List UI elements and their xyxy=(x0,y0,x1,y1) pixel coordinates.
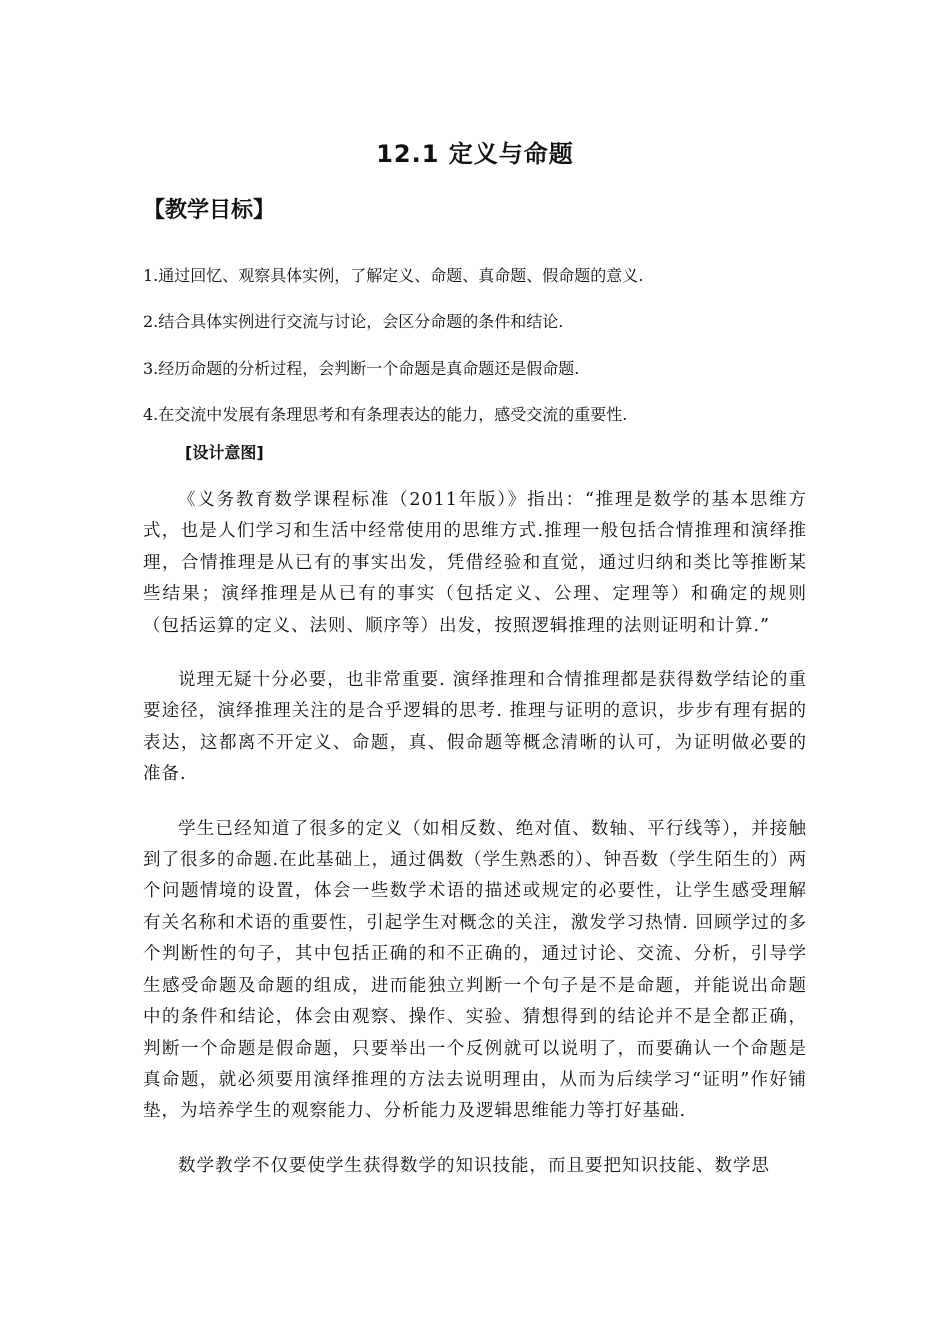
page-title: 12.1 定义与命题 xyxy=(376,140,574,168)
objectives-list xyxy=(143,253,823,438)
paragraph: 说理无疑十分必要，也非常重要. 演绎推理和合情推理都是获得数学结论的重要途径，演绎推理关注的是合乎逻辑的思考. 推理与证明的意识，步步有理有据的表达，这都离不开定义、命题，真、假命题等概念清晰的认可，为证明做必要的准备. xyxy=(143,670,807,785)
objective-item: 1.通过回忆、观察具体实例，了解定义、命题、真命题、假命题的意义. xyxy=(143,266,644,285)
objective-item: 4.在交流中发展有条理思考和有条理表达的能力，感受交流的重要性. xyxy=(143,404,628,424)
objective-item: 3.经历命题的分析过程，会判断一个命题是真命题还是假命题. xyxy=(143,358,580,378)
design-intent-label: [设计意图] xyxy=(185,443,264,462)
section-heading: 【教学目标】 xyxy=(143,198,276,223)
objective-item: 2.结合具体实例进行交流与讨论，会区分命题的条件和结论. xyxy=(143,312,564,332)
body-text xyxy=(143,485,807,1205)
paragraph: 学生已经知道了很多的定义（如相反数、绝对值、数轴、平行线等），并接触到了很多的命题.在此基础上，通过偶数（学生熟悉的）、钟吾数（学生陌生的）两个问题情境的设置，体会一些数学术语的描述或规定的必要性，让学生感受理解有关名称和术语的重要性，引起学生对概念的关注，激发学习热情. 回顾学过的多个判断性的句子，其中包括正确的和不正确的，通过讨论、交流、分析，引导学生感受命题及命题的组成，进而能独立判断一个句子是不是命题，并能说出命题中的条件和结论，体会由观察、操作、实验、猜想得到的结论并不是全都正确，判断一个命题是假命题，只要举出一个反例就可以说明了，而要确认一个命题是真命题，就必须要用演绎推理的方法去说明理由，从而为后续学习“证明”作好铺垫，为培养学生的观察能力、分析能力及逻辑思维能力等打好基础. xyxy=(143,818,807,1122)
paragraph: 《义务教育数学课程标准（2011年版）》指出：“推理是数学的基本思维方式，也是人们学习和生活中经常使用的思维方式.推理一般包括合情推理和演绎推理，合情推理是从已有的事实出发，凭借经验和直觉，通过归纳和类比等推断某些结果；演绎推理是从已有的事实（包括定义、公理、定理等）和确定的规则（包括运算的定义、法则、顺序等）出发，按照逻辑推理的法则证明和计算.” xyxy=(143,490,807,636)
paragraph: 数学教学不仅要使学生获得数学的知识技能，而且要把知识技能、数学思 xyxy=(178,1155,770,1176)
